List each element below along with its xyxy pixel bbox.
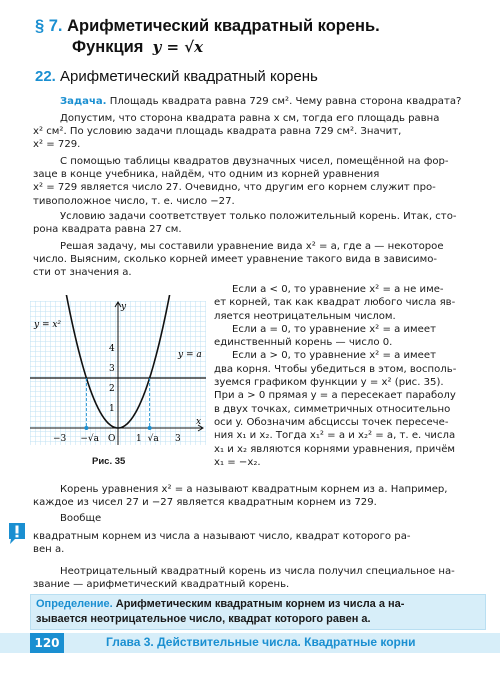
paragraph-4: Решая задачу, мы составили уравнение вида x² = a, где a — некоторое число. Выясним, сколько корней имеет уравнение такого вида в зависимо- сти от значения a. xyxy=(33,241,444,279)
x-tick-label: 1 xyxy=(136,434,142,444)
subsection-title: 22. Арифметический квадратный корень xyxy=(35,68,318,85)
paragraph-3: Условию задачи соответствует только положительный корень. Итак, сто- рона квадрата равна 27 см. xyxy=(33,211,457,236)
task: Задача. Площадь квадрата равна 729 см². Чему равна сторона квадрата? xyxy=(60,96,462,107)
point-x1 xyxy=(84,426,88,430)
note: Вообще xyxy=(60,513,102,524)
y-tick-label: 1 xyxy=(109,404,115,414)
definition: Определение. Арифметическим квадратным корнем из числа a на- зывается неотрицательное число, квадрат которого равен a. xyxy=(36,598,405,625)
page-number: 120 xyxy=(30,633,64,653)
paragraph-2: С помощью таблицы квадратов двузначных чисел, помещённой на фор- заце в конце учебника, найдём, что одним из корней уравнения x² = 729 является число 27. Очевидно, что другим его корнем служит про- тивоположное число, т. е. число −27. xyxy=(33,156,449,207)
x-axis-label: x xyxy=(196,417,202,427)
x-tick-label: −√a xyxy=(80,434,100,444)
x-tick-label: O xyxy=(108,434,116,444)
exclamation-icon xyxy=(6,521,28,545)
right-text: Если a < 0, то уравнение x² = a не име- ет корней, так как квадрат любого числа яв- ляется неотрицательным числом. Если a = 0, то уравнение x² = a имеет единственный корень — число 0. Если a > 0, то уравнение x² = a имеет два корня. Чтобы убедиться в этом, восполь- зуемся графиком функции y = x² (рис. 35). При a > 0 прямая y = a пересекает параболу в двух точках, симметричных относительно оси y. Обозначим абсциссы точек пересече- ния x₁ и x₂. Тогда x₁² = a и x₂² = a, т. е. числа x₁ и x₂ являются корнями уравнения, причём x₁ = −x₂. xyxy=(214,284,457,468)
x-tick-label: −3 xyxy=(53,434,67,444)
paragraph-1: Допустим, что сторона квадрата равна x см, тогда его площадь равна x² см². По условию задачи площадь квадрата равна 729 см². Значит, x² = 729. xyxy=(33,113,440,151)
chapter-title: Глава 3. Действительные числа. Квадратные корни xyxy=(106,635,416,649)
y-axis xyxy=(115,302,121,445)
paragraph-6: Неотрицательный квадратный корень из числа получил специальное на- звание — арифметический квадратный корень. xyxy=(33,566,455,591)
y-tick-label: 3 xyxy=(109,364,115,374)
parabola-label: y = x² xyxy=(34,320,62,330)
section-subtitle: Функция y = √x xyxy=(72,38,204,56)
y-tick-label: 4 xyxy=(109,344,115,354)
point-x2 xyxy=(148,426,152,430)
note-body: квадратным корнем из числа a называют число, квадрат которого ра- вен a. xyxy=(33,531,411,556)
y-axis-label: y xyxy=(121,302,127,312)
line-label: y = a xyxy=(178,350,202,360)
section-title: § 7. Арифметический квадратный корень. xyxy=(35,17,380,35)
paragraph-5: Корень уравнения x² = a называют квадратным корнем из a. Например, каждое из чисел 27 и −27 является квадратным корнем из 729. xyxy=(33,484,448,509)
figure-35 xyxy=(30,295,208,455)
x-tick-label: 3 xyxy=(175,434,181,444)
x-tick-label: √a xyxy=(147,434,159,444)
figure-caption: Рис. 35 xyxy=(92,456,126,467)
tick-labels xyxy=(53,344,181,444)
y-tick-label: 2 xyxy=(109,384,115,394)
